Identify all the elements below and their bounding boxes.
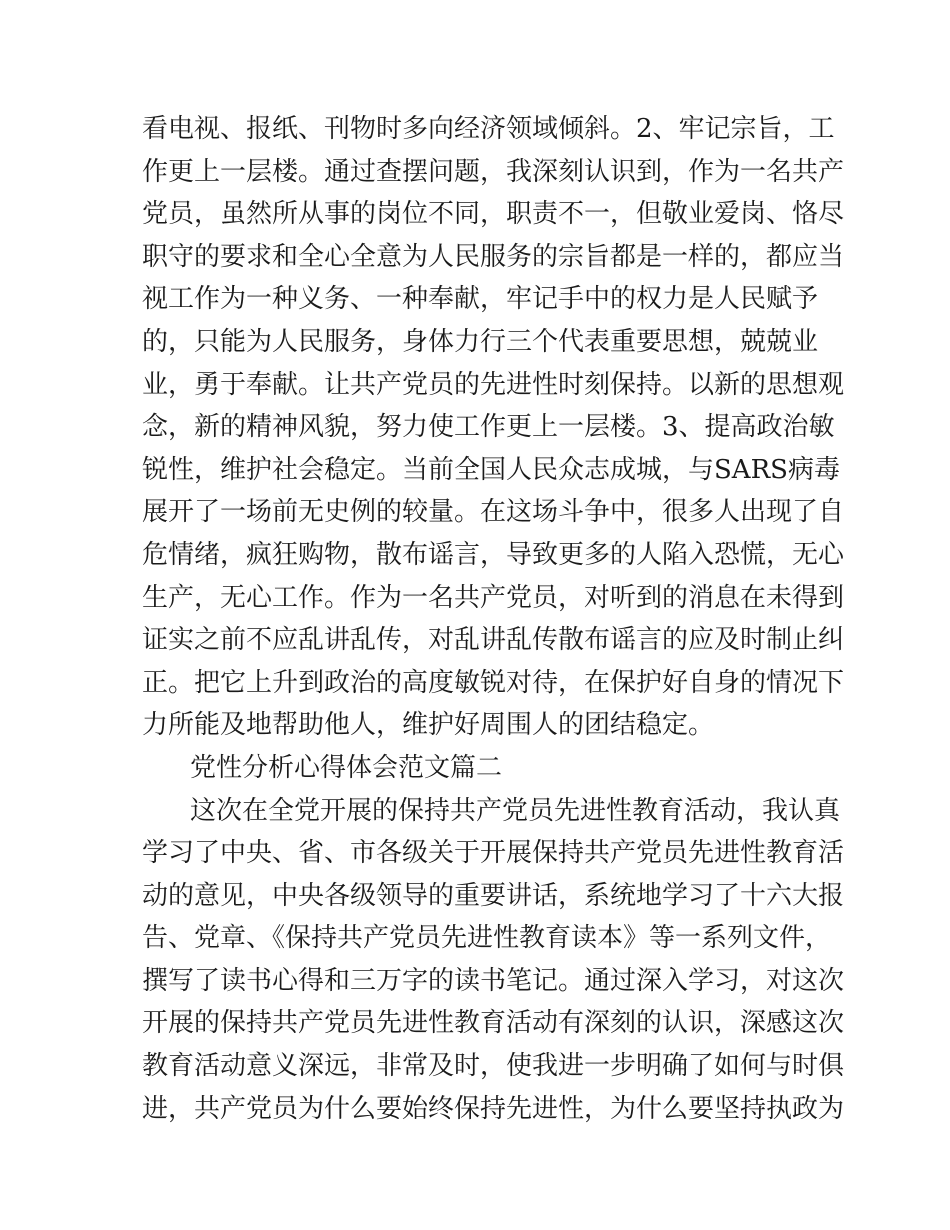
text-line: 作更上一层楼。通过查摆问题，我深刻认识到，作为一名共产: [142, 156, 845, 187]
text-line: 开展的保持共产党员先进性教育活动有深刻的认识，深感这次: [142, 1008, 845, 1039]
text-line: 进，共产党员为什么要始终保持先进性，为什么要坚持执政为: [142, 1093, 845, 1124]
text-line: 力所能及地帮助他人，维护好周围人的团结稳定。: [142, 710, 715, 741]
text-line: 看电视、报纸、刊物时多向经济领域倾斜。2、牢记宗旨，工: [142, 114, 835, 144]
text-line: 撰写了读书心得和三万字的读书笔记。通过深入学习，对这次: [142, 965, 845, 996]
text-line: 告、党章、《保持共产党员先进性教育读本》等一系列文件，: [142, 923, 832, 954]
text-line: 证实之前不应乱讲乱传，对乱讲乱传散布谣言的应及时制止纠: [142, 625, 845, 656]
text-line: 党员，虽然所从事的岗位不同，职责不一，但敬业爱岗、恪尽: [142, 199, 845, 230]
text-line: 的，只能为人民服务，身体力行三个代表重要思想，兢兢业: [142, 326, 819, 357]
section-heading: 党性分析心得体会范文篇二: [190, 752, 503, 783]
document-body: [142, 108, 845, 1130]
paragraph-first-line: 这次在全党开展的保持共产党员先进性教育活动，我认真: [190, 795, 841, 826]
text-line: 视工作为一种义务、一种奉献，牢记手中的权力是人民赋予: [142, 284, 819, 315]
text-line: 教育活动意义深远，非常及时，使我进一步明确了如何与时俱: [142, 1051, 845, 1082]
text-line: 锐性，维护社会稳定。当前全国人民众志成城，与SARS病毒: [142, 454, 840, 485]
text-line: 正。把它上升到政治的高度敏锐对待，在保护好自身的情况下: [142, 667, 845, 698]
text-line: 学习了中央、省、市各级关于开展保持共产党员先进性教育活: [142, 838, 845, 869]
text-line: 危情绪，疯狂购物，散布谣言，导致更多的人陷入恐慌，无心: [142, 539, 845, 570]
text-line: 业，勇于奉献。让共产党员的先进性时刻保持。以新的思想观: [142, 369, 845, 400]
text-line: 念，新的精神风貌，努力使工作更上一层楼。3、提高政治敏: [142, 412, 835, 443]
text-line: 展开了一场前无史例的较量。在这场斗争中，很多人出现了自: [142, 497, 845, 528]
text-line: 生产，无心工作。作为一名共产党员，对听到的消息在未得到: [142, 582, 845, 613]
text-line: 职守的要求和全心全意为人民服务的宗旨都是一样的，都应当: [142, 241, 845, 272]
text-line: 动的意见，中央各级领导的重要讲话，系统地学习了十六大报: [142, 880, 845, 911]
